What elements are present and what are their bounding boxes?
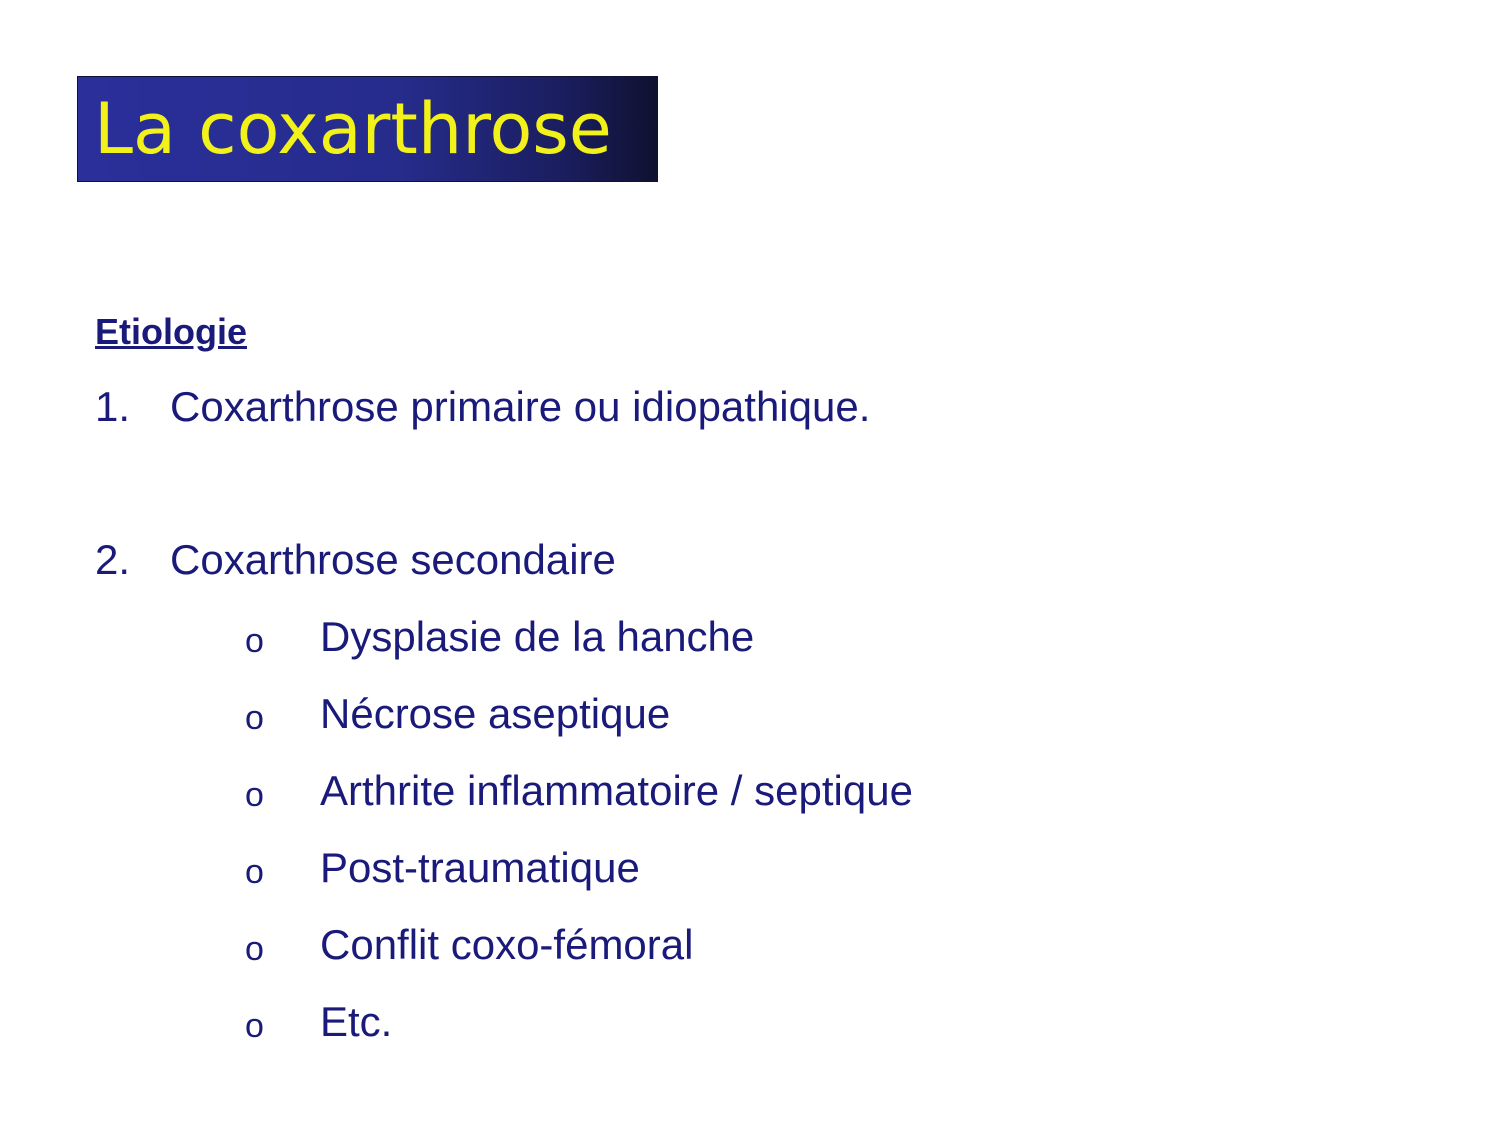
slide-title: La coxarthrose: [94, 88, 612, 170]
circle-bullet-icon: o: [245, 622, 264, 660]
circle-bullet-icon: o: [245, 853, 264, 891]
title-banner: [77, 76, 658, 182]
list-item-text: Conflit coxo-fémoral: [320, 921, 694, 968]
item-number: 2.: [95, 536, 131, 583]
item-number: 1.: [95, 383, 131, 430]
circle-bullet-icon: o: [245, 699, 264, 737]
section-heading: Etiologie: [95, 311, 247, 352]
list-item-text: Dysplasie de la hanche: [320, 613, 755, 660]
circle-bullet-icon: o: [245, 930, 264, 968]
list-item-text: Arthrite inflammatoire / septique: [320, 767, 913, 814]
list-item-text: Post-traumatique: [320, 844, 640, 891]
list-item-text: Etc.: [320, 998, 393, 1045]
item-text: Coxarthrose secondaire: [170, 536, 616, 583]
list-item-text: Nécrose aseptique: [320, 690, 671, 737]
item-text: Coxarthrose primaire ou idiopathique.: [170, 383, 871, 430]
circle-bullet-icon: o: [245, 1007, 264, 1045]
circle-bullet-icon: o: [245, 776, 264, 814]
